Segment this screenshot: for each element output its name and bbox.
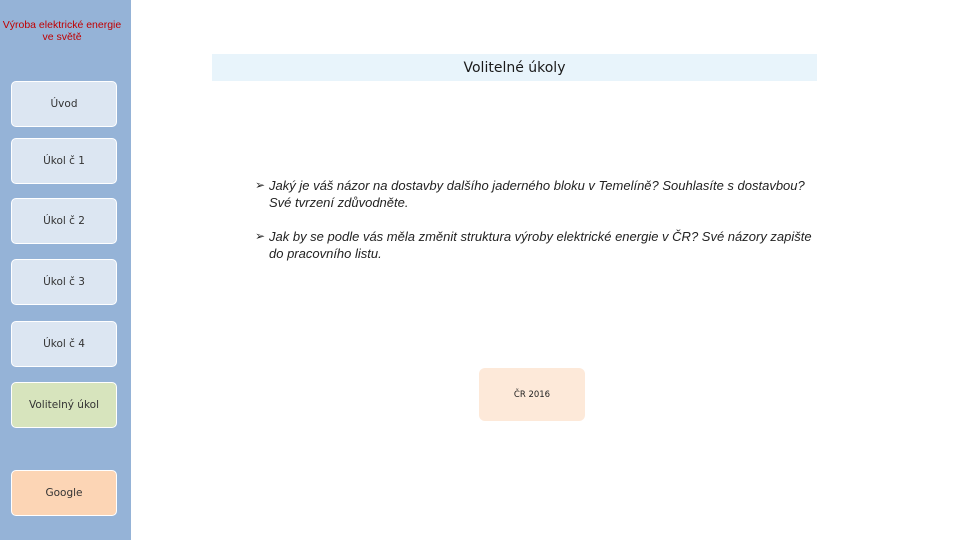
task-text: Jaký je váš názor na dostavby dalšího jaderného bloku v Temelíně? Souhlasíte s dostavbou? Své tvrzení zdůvodněte. xyxy=(269,178,805,210)
task-item xyxy=(255,228,815,262)
nav-button-ukol-2[interactable]: Úkol č 2 xyxy=(11,198,117,244)
sidebar xyxy=(0,0,131,540)
nav-button-google[interactable]: Google xyxy=(11,470,117,516)
footer-badge: ČR 2016 xyxy=(479,368,585,421)
task-item xyxy=(255,177,815,211)
nav-button-ukol-4[interactable]: Úkol č 4 xyxy=(11,321,117,367)
arrow-bullet-icon: ➢ xyxy=(255,178,266,192)
arrow-bullet-icon: ➢ xyxy=(255,229,266,243)
nav-button-ukol-1[interactable]: Úkol č 1 xyxy=(11,138,117,184)
nav-button-ukol-3[interactable]: Úkol č 3 xyxy=(11,259,117,305)
nav-button-uvod[interactable]: Úvod xyxy=(11,81,117,127)
sidebar-title: Výroba elektrické energie ve světě xyxy=(2,19,122,43)
task-text: Jak by se podle vás měla změnit struktura výroby elektrické energie v ČR? Své názory zapište do pracovního listu. xyxy=(269,229,812,261)
nav-button-volitelny-ukol[interactable]: Volitelný úkol xyxy=(11,382,117,428)
task-list xyxy=(255,177,815,279)
page-title: Volitelné úkoly xyxy=(212,54,817,81)
